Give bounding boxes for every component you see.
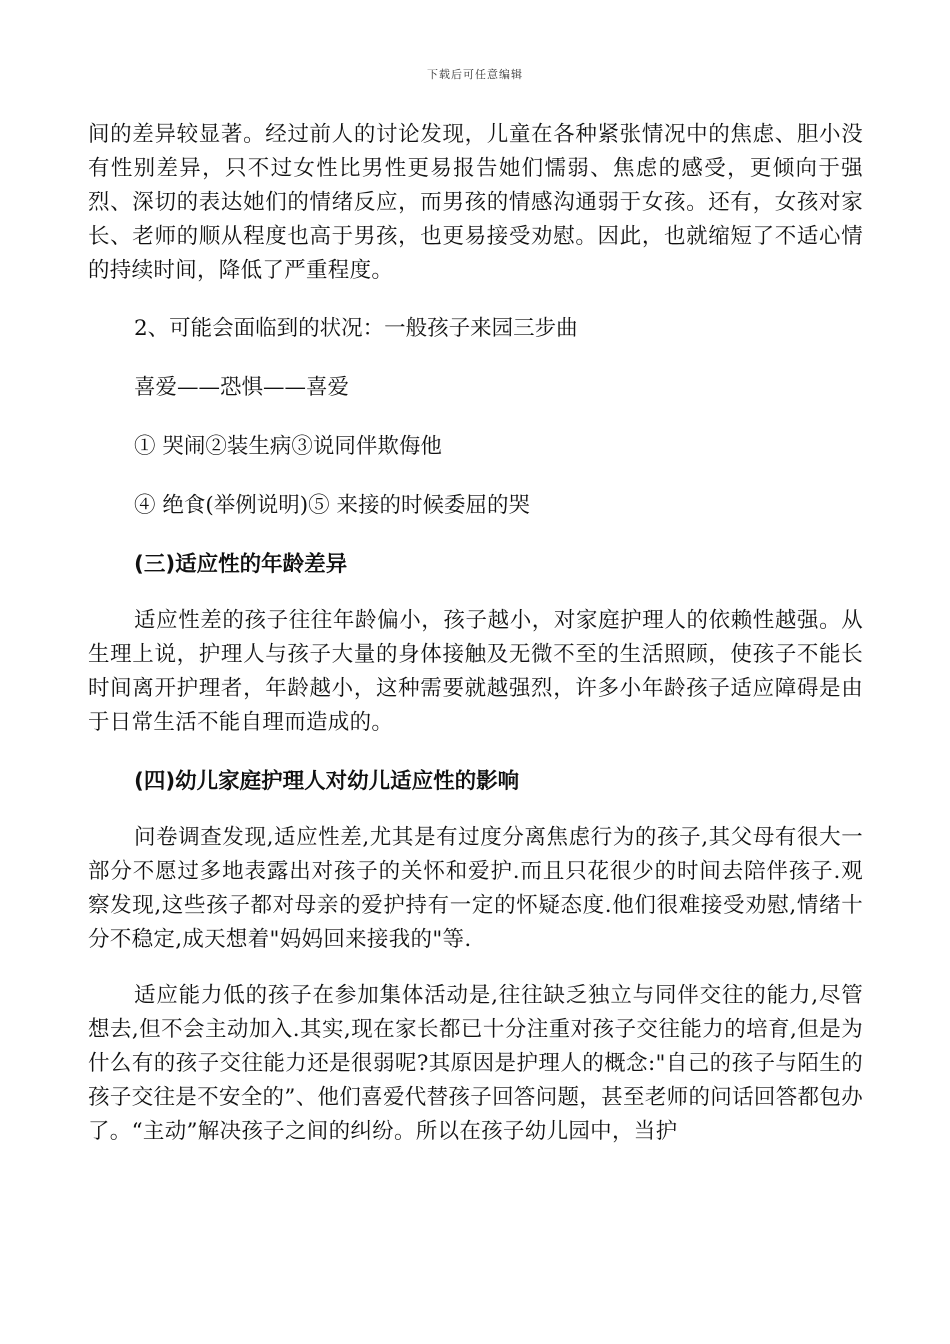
paragraph-age-differences: 适应性差的孩子往往年龄偏小，孩子越小，对家庭护理人的依赖性越强。从生理上说，护理人与孩子大量的身体接触及无微不至的生活照顾，使孩子不能长时间离开护理者，年龄越小，这种需要就越强烈，许多小年龄孩子适应障碍是由于日常生活不能自理而造成的。 [88, 608, 863, 735]
list-item-behaviors-1: ① 哭闹②装生病③说同伴欺侮他 [134, 434, 442, 459]
list-item-three-steps: 喜爱——恐惧——喜爱 [134, 375, 350, 400]
paragraph-gender-differences: 间的差异较显著。经过前人的讨论发现，儿童在各种紧张情况中的焦虑、胆小没有性别差异，只不过女性比男性更易报告她们懦弱、焦虑的感受，更倾向于强烈、深切的表达她们的情绪反应，而男孩的情感沟通弱于女孩。还有，女孩对家长、老师的顺从程度也高于男孩，也更易接受劝慰。因此，也就缩短了不适心情的持续时间，降低了严重程度。 [88, 122, 863, 283]
paragraph-survey-findings: 问卷调查发现,适应性差,尤其是有过度分离焦虑行为的孩子,其父母有很大一部分不愿过多地表露出对孩子的关怀和爱护.而且只花很少的时间去陪伴孩子.观察发现,这些孩子都对母亲的爱护持有一定的怀疑态度.他们很难接受劝慰,情绪十分不稳定,成天想着"妈妈回来接我的"等. [88, 825, 863, 952]
page-header: 下载后可任意编辑 [427, 68, 523, 81]
list-item-behaviors-2: ④ 绝食(举例说明)⑤ 来接的时候委屈的哭 [134, 493, 530, 518]
list-item-possible-situations: 2、可能会面临到的状况：一般孩子来园三步曲 [134, 316, 578, 341]
section-heading-age-differences: (三)适应性的年龄差异 [134, 552, 348, 577]
paragraph-social-ability: 适应能力低的孩子在参加集体活动是,往往缺乏独立与同伴交往的能力,尽管想去,但不会主动加入.其实,现在家长都已十分注重对孩子交往能力的培育,但是为什么有的孩子交往能力还是很弱呢?其原因是护理人的概念:"自己的孩子与陌生的孩子交往是不安全的”、他们喜爱代替孩子回答问题，甚至老师的问话回答都包办了。“主动”解决孩子之间的纠纷。所以在孩子幼儿园中，当护 [88, 983, 863, 1144]
document-body [88, 118, 863, 1149]
section-heading-caregiver-influence: (四)幼儿家庭护理人对幼儿适应性的影响 [134, 769, 520, 794]
